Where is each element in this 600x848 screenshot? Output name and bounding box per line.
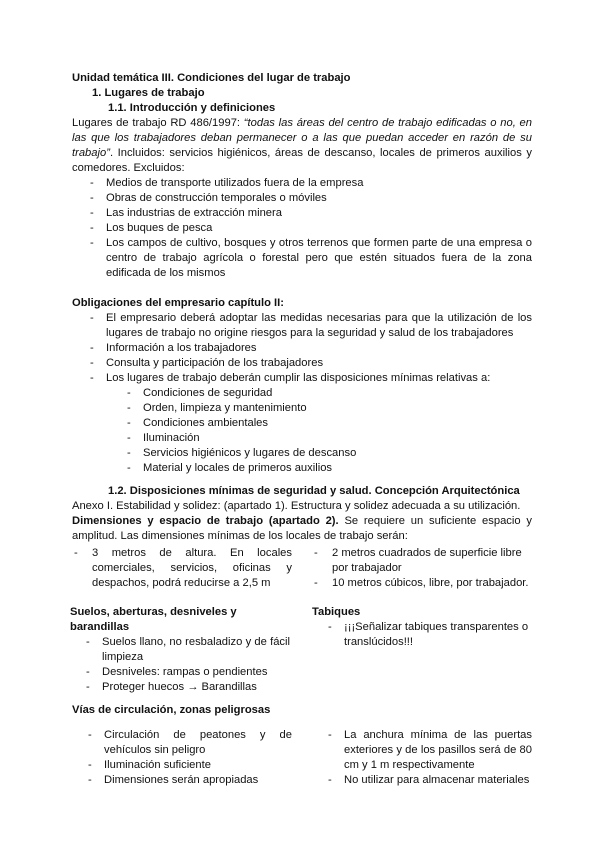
excluded-list (72, 176, 532, 281)
obligations-list (72, 311, 532, 386)
list-item: - 3 metros de altura. En locales comerciales, servicios, oficinas y despachos, podrá reducirse a 2,5 m (72, 546, 292, 591)
list-item: - Servicios higiénicos y lugares de descanso (72, 446, 532, 461)
obligations-heading: Obligaciones del empresario capítulo II: (72, 297, 284, 309)
list-item: - Iluminación suficiente (72, 758, 292, 773)
list-item: - Medios de transporte utilizados fuera de la empresa (72, 176, 532, 191)
dimensions-text: Se requiere un suficiente espacio y amplitud. Las dimensiones mínimas de los locales de trabajo serán: (72, 515, 532, 542)
list-item: - Los campos de cultivo, bosques y otros terrenos que formen parte de una empresa o centro de trabajo agrícola o forestal pero que estén situados fuera de la zona edificada de los mismos (72, 236, 532, 281)
list-item: - 10 metros cúbicos, libre, por trabajador. (312, 576, 532, 591)
intro-paragraph (72, 116, 532, 176)
list-item: - Información a los trabajadores (72, 341, 532, 356)
unit-title: Unidad temática III. Condiciones del lugar de trabajo (72, 72, 351, 84)
list-item: - Los buques de pesca (72, 221, 532, 236)
list-item: - Condiciones ambientales (72, 416, 532, 431)
list-item: - Suelos llano, no resbaladizo y de fácil limpieza (70, 635, 290, 665)
minimum-provisions-list (72, 386, 532, 476)
circulation-right-list (312, 728, 532, 788)
dimensions-right-list (312, 546, 532, 591)
list-item: - Desniveles: rampas o pendientes (70, 665, 290, 680)
list-item: - La anchura mínima de las puertas exteriores y de los pasillos será de 80 cm y 1 m respectivamente (312, 728, 532, 773)
floors-list (70, 635, 290, 695)
annex-text: Anexo I. Estabilidad y solidez: (apartado 1). Estructura y solidez adecuada a su utilización. (72, 500, 521, 512)
floors-heading: Suelos, aberturas, desniveles y barandillas (70, 606, 237, 633)
subsection-heading: 1.1. Introducción y definiciones (108, 102, 276, 114)
dimensions-paragraph (72, 514, 532, 544)
list-item: - 2 metros cuadrados de superficie libre por trabajador (312, 546, 532, 576)
floors-partitions-columns (70, 605, 532, 695)
list-item: - El empresario deberá adoptar las medidas necesarias para que la utilización de los lugares de trabajo no origine riesgos para la seguridad y salud de los trabajadores (72, 311, 532, 341)
section-heading: 1. Lugares de trabajo (92, 87, 205, 99)
dimensions-left-list (72, 546, 292, 591)
dimensions-columns (72, 546, 532, 591)
intro-prefix: Lugares de trabajo RD 486/1997: (72, 117, 244, 129)
section-1-2-heading: 1.2. Disposiciones mínimas de seguridad y salud. Concepción Arquitectónica (108, 485, 520, 497)
list-item: - Material y locales de primeros auxilios (72, 461, 532, 476)
list-item: - Consulta y participación de los trabajadores (72, 356, 532, 371)
floors-column (70, 605, 290, 695)
list-item: - Proteger huecos → Barandillas (70, 680, 290, 695)
intro-suffix: . Incluidos: servicios higiénicos, áreas de descanso, locales de primeros auxilios y comedores. Excluidos: (72, 147, 532, 174)
list-item: - Condiciones de seguridad (72, 386, 532, 401)
circulation-columns (72, 728, 532, 788)
list-item: - Circulación de peatones y de vehículos sin peligro (72, 728, 292, 758)
list-item: - Dimensiones serán apropiadas (72, 773, 292, 788)
list-item: - ¡¡¡Señalizar tabiques transparentes o translúcidos!!! (312, 620, 532, 650)
partitions-heading: Tabiques (312, 606, 361, 618)
document-page (72, 71, 532, 788)
list-item: - Las industrias de extracción minera (72, 206, 532, 221)
list-item: - Iluminación (72, 431, 532, 446)
list-item: - Los lugares de trabajo deberán cumplir las disposiciones mínimas relativas a: (72, 371, 532, 386)
partitions-list (312, 620, 532, 650)
list-item: - Obras de construcción temporales o móviles (72, 191, 532, 206)
circulation-left-list (72, 728, 292, 788)
dimensions-label: Dimensiones y espacio de trabajo (apartado 2). (72, 515, 339, 527)
partitions-column (312, 605, 532, 695)
list-item: - No utilizar para almacenar materiales (312, 773, 532, 788)
intro-quote: “todas las áreas del centro de trabajo edificadas o no, en las que los trabajadores deban permanecer o a las que puedan acceder en razón de su trabajo” (72, 117, 532, 159)
circulation-heading: Vías de circulación, zonas peligrosas (72, 704, 271, 716)
list-item: - Orden, limpieza y mantenimiento (72, 401, 532, 416)
